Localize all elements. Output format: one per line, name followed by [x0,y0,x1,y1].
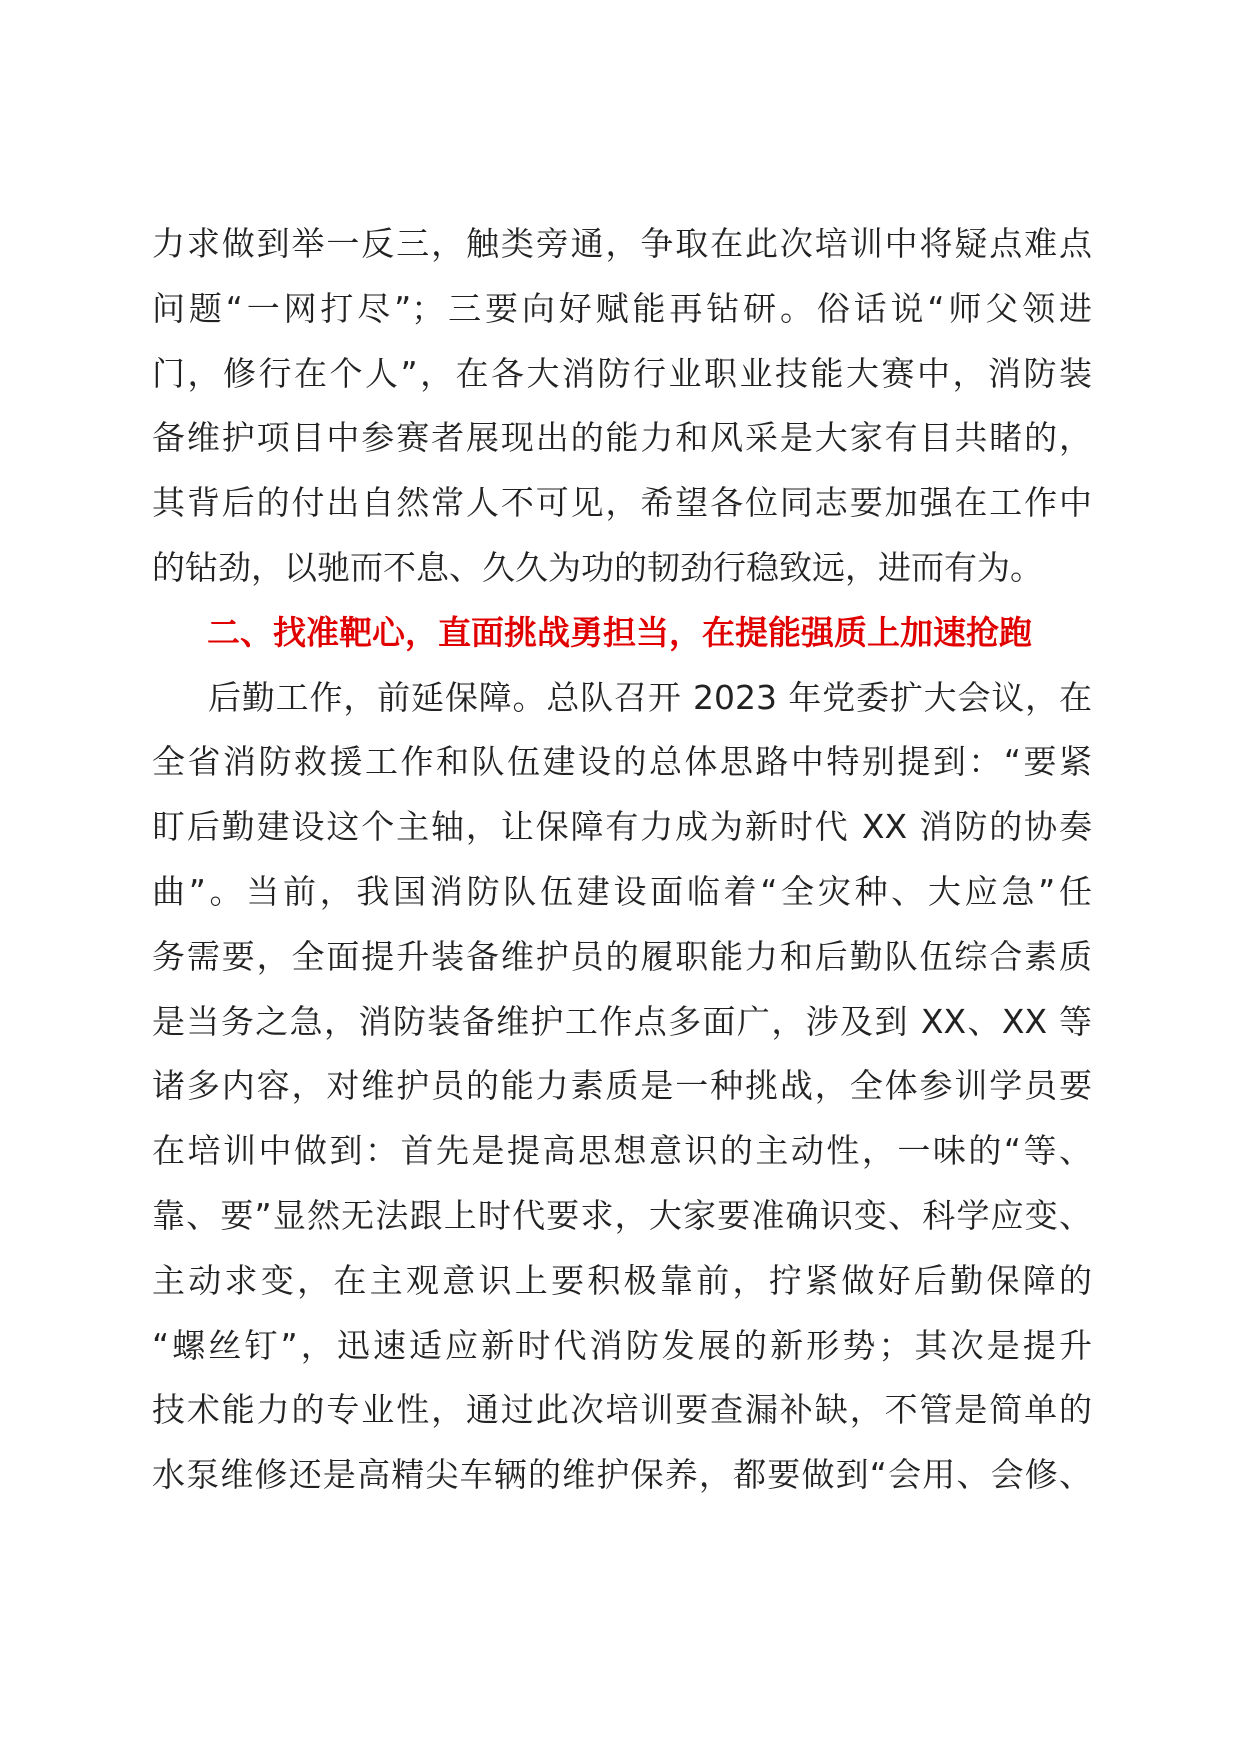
body-line: 务需要，全面提升装备维护员的履职能力和后勤队伍综合素质 [152,936,1092,976]
body-line: 盯后勤建设这个主轴，让保障有力成为新时代 XX 消防的协奏 [152,807,1092,847]
body-line: 问题“一网打尽”；三要向好赋能再钻研。俗话说“师父领进 [152,288,1092,328]
body-line: 主动求变，在主观意识上要积极靠前，拧紧做好后勤保障的 [152,1260,1092,1300]
body-line: 技术能力的专业性，通过此次培训要查漏补缺，不管是简单的 [152,1390,1092,1430]
body-line: 曲”。当前，我国消防队伍建设面临着“全灾种、大应急”任 [152,871,1092,911]
body-line: 是当务之急，消防装备维护工作点多面广，涉及到 XX、XX 等 [152,1001,1092,1041]
body-line: 其背后的付出自然常人不可见，希望各位同志要加强在工作中 [152,483,1092,523]
body-line: 门，修行在个人”，在各大消防行业职业技能大赛中，消防装 [152,353,1092,393]
body-line: 诸多内容，对维护员的能力素质是一种挑战，全体参训学员要 [152,1066,1092,1106]
body-line: 的钻劲，以驰而不息、久久为功的韧劲行稳致远，进而有为。 [152,547,1043,587]
document-body [152,212,1092,1508]
body-line: “螺丝钉”，迅速适应新时代消防发展的新形势；其次是提升 [152,1325,1092,1365]
body-line: 水泵维修还是高精尖车辆的维护保养，都要做到“会用、会修、 [152,1455,1092,1495]
body-line: 全省消防救援工作和队伍建设的总体思路中特别提到：“要紧 [152,742,1092,782]
body-line: 靠、要”显然无法跟上时代要求，大家要准确识变、科学应变、 [152,1195,1092,1235]
body-line: 备维护项目中参赛者展现出的能力和风采是大家有目共睹的， [152,418,1092,458]
body-line: 力求做到举一反三，触类旁通，争取在此次培训中将疑点难点 [152,224,1092,263]
body-line: 在培训中做到：首先是提高思想意识的主动性，一味的“等、 [152,1131,1092,1171]
section-heading: 二、找准靶心，直面挑战勇担当，在提能强质上加速抢跑 [207,612,1032,652]
body-line: 后勤工作，前延保障。总队召开 2023 年党委扩大会议，在 [208,677,1092,717]
